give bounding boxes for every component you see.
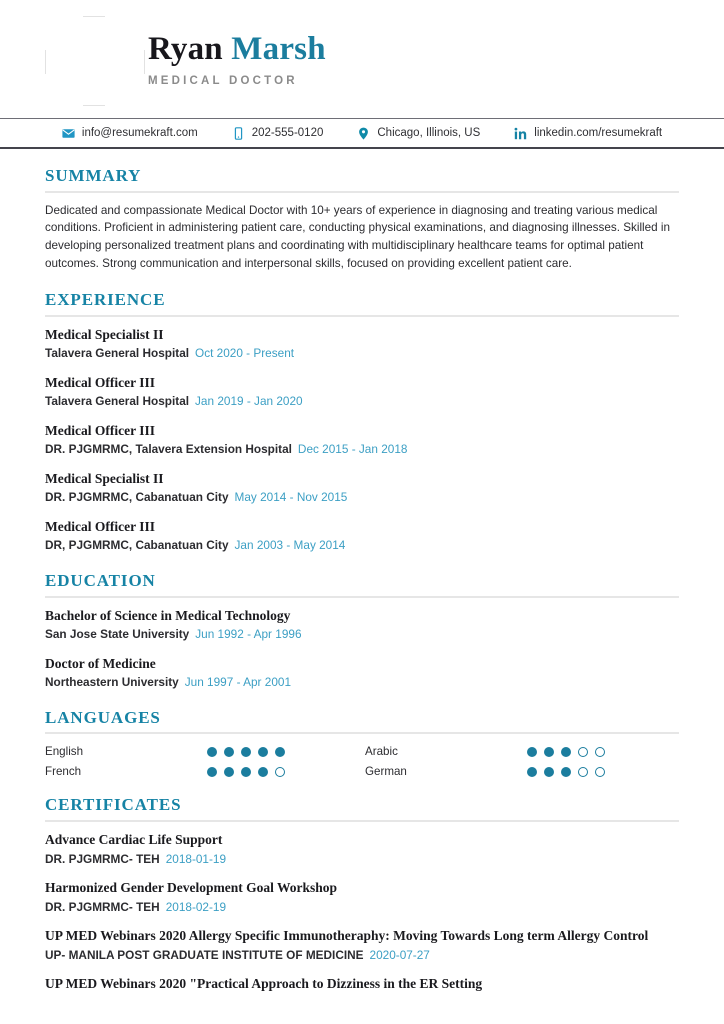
rating-dot-filled bbox=[561, 747, 571, 757]
certificate-title: UP MED Webinars 2020 "Practical Approach to Dizziness in the ER Setting bbox=[45, 976, 483, 992]
section-title-languages: LANGUAGES bbox=[45, 707, 161, 727]
experience-item bbox=[45, 327, 679, 362]
section-experience bbox=[45, 291, 679, 554]
job-date: May 2014 - Nov 2015 bbox=[234, 490, 348, 505]
education-item bbox=[45, 656, 679, 691]
resume-header bbox=[0, 0, 724, 118]
rating-dot-filled bbox=[241, 767, 251, 777]
certificate-issuer: DR. PJGMRMC- TEH bbox=[45, 899, 160, 914]
contact-phone[interactable] bbox=[232, 127, 324, 140]
degree-meta bbox=[45, 627, 679, 642]
location-icon bbox=[357, 127, 370, 140]
frame-tick-left bbox=[45, 50, 46, 74]
section-education bbox=[45, 572, 679, 691]
job-title: Medical Specialist II bbox=[45, 326, 164, 342]
section-divider bbox=[45, 191, 679, 193]
school-name: San Jose State University bbox=[45, 627, 190, 642]
certificate-title: UP MED Webinars 2020 Allergy Specific Immunotheraphy: Moving Towards Long term Allergy Control bbox=[45, 928, 649, 944]
certificate-item bbox=[45, 928, 679, 963]
rating-dot-filled bbox=[207, 767, 217, 777]
job-date: Jan 2019 - Jan 2020 bbox=[195, 394, 303, 409]
certificate-date: 2020-07-27 bbox=[369, 947, 430, 962]
degree-meta bbox=[45, 675, 679, 690]
section-title-certificates: CERTIFICATES bbox=[45, 795, 182, 815]
contact-linkedin[interactable] bbox=[514, 127, 662, 140]
languages-grid bbox=[45, 745, 679, 778]
section-title-summary: SUMMARY bbox=[45, 166, 142, 185]
professional-title: MEDICAL DOCTOR bbox=[148, 74, 298, 87]
phone-icon bbox=[232, 127, 245, 140]
linkedin-icon bbox=[514, 127, 527, 140]
contact-bar bbox=[0, 119, 724, 147]
full-name bbox=[148, 32, 326, 68]
frame-tick-bottom bbox=[83, 105, 105, 106]
section-divider bbox=[45, 820, 679, 822]
rating-dot-filled bbox=[275, 747, 285, 757]
job-organization: DR. PJGMRMC, Cabanatuan City bbox=[45, 490, 229, 505]
photo-placeholder-frame bbox=[45, 16, 145, 106]
section-divider bbox=[45, 596, 679, 598]
language-rating bbox=[527, 767, 679, 777]
email-icon bbox=[62, 127, 75, 140]
language-label: English bbox=[45, 745, 84, 759]
contact-rule-bottom bbox=[0, 147, 724, 149]
contact-phone-label: 202-555-0120 bbox=[251, 127, 324, 139]
certificate-item bbox=[45, 976, 679, 993]
rating-dot-filled bbox=[258, 747, 268, 757]
job-meta bbox=[45, 346, 679, 361]
job-organization: DR. PJGMRMC, Talavera Extension Hospital bbox=[45, 442, 292, 457]
rating-dot-filled bbox=[241, 747, 251, 757]
rating-dot-filled bbox=[224, 747, 234, 757]
certificate-meta bbox=[45, 948, 679, 963]
last-name: Marsh bbox=[231, 31, 326, 67]
job-organization: Talavera General Hospital bbox=[45, 346, 190, 361]
job-date: Oct 2020 - Present bbox=[195, 346, 295, 361]
experience-item bbox=[45, 423, 679, 458]
language-label: French bbox=[45, 765, 82, 779]
name-block bbox=[148, 32, 326, 87]
certificate-title: Harmonized Gender Development Goal Workshop bbox=[45, 880, 338, 896]
certificate-issuer: DR. PJGMRMC- TEH bbox=[45, 851, 160, 866]
contact-linkedin-label: linkedin.com/resumekraft bbox=[534, 127, 663, 139]
rating-dot-filled bbox=[527, 767, 537, 777]
job-meta bbox=[45, 394, 679, 409]
experience-item bbox=[45, 471, 679, 506]
language-rating bbox=[207, 767, 365, 777]
section-summary bbox=[45, 167, 679, 273]
rating-dot-filled bbox=[207, 747, 217, 757]
rating-dot-empty bbox=[595, 767, 605, 777]
contact-location[interactable] bbox=[357, 127, 480, 140]
rating-dot-empty bbox=[578, 747, 588, 757]
rating-dot-filled bbox=[258, 767, 268, 777]
resume-body bbox=[0, 167, 724, 993]
section-languages bbox=[45, 709, 679, 779]
school-date: Jun 1997 - Apr 2001 bbox=[184, 675, 292, 690]
certificate-date: 2018-01-19 bbox=[165, 851, 227, 866]
frame-tick-right bbox=[144, 50, 145, 74]
rating-dot-filled bbox=[561, 767, 571, 777]
section-title-education: EDUCATION bbox=[45, 570, 156, 590]
job-title: Medical Officer III bbox=[45, 518, 155, 534]
rating-dot-filled bbox=[224, 767, 234, 777]
experience-item bbox=[45, 375, 679, 410]
certificates-list bbox=[45, 832, 679, 993]
language-rating bbox=[207, 747, 365, 757]
job-meta bbox=[45, 442, 679, 457]
job-title: Medical Officer III bbox=[45, 374, 155, 390]
certificate-title: Advance Cardiac Life Support bbox=[45, 832, 223, 847]
school-date: Jun 1992 - Apr 1996 bbox=[195, 627, 302, 642]
rating-dot-filled bbox=[544, 767, 554, 777]
contact-email-label: info@resumekraft.com bbox=[81, 127, 198, 139]
job-meta bbox=[45, 490, 679, 505]
first-name: Ryan bbox=[148, 31, 223, 67]
rating-dot-empty bbox=[275, 767, 285, 777]
rating-dot-filled bbox=[527, 747, 537, 757]
language-label: German bbox=[365, 765, 407, 779]
job-date: Jan 2003 - May 2014 bbox=[234, 538, 346, 553]
experience-list bbox=[45, 327, 679, 554]
certificate-issuer: UP- MANILA POST GRADUATE INSTITUTE OF MEDICINE bbox=[45, 947, 364, 962]
rating-dot-empty bbox=[595, 747, 605, 757]
contact-email[interactable] bbox=[62, 127, 198, 140]
frame-tick-top bbox=[83, 16, 105, 17]
certificate-item bbox=[45, 880, 679, 915]
contact-location-label: Chicago, Illinois, US bbox=[377, 127, 481, 139]
school-name: Northeastern University bbox=[45, 675, 179, 690]
certificate-date: 2018-02-19 bbox=[165, 899, 227, 914]
section-certificates bbox=[45, 796, 679, 993]
job-meta bbox=[45, 538, 679, 553]
certificate-meta bbox=[45, 900, 679, 915]
language-rating bbox=[527, 747, 679, 757]
education-item bbox=[45, 608, 679, 643]
language-label: Arabic bbox=[365, 745, 398, 759]
section-divider bbox=[45, 315, 679, 317]
rating-dot-filled bbox=[544, 747, 554, 757]
degree-title: Doctor of Medicine bbox=[45, 655, 156, 671]
job-organization: Talavera General Hospital bbox=[45, 394, 190, 409]
job-title: Medical Officer III bbox=[45, 422, 155, 438]
education-list bbox=[45, 608, 679, 691]
summary-text: Dedicated and compassionate Medical Doctor with 10+ years of experience in diagnosing and treating various medical conditions. Proficient in administering patient care, conducting physical examinations, and diagnosing illnesses. Skilled in developing personalized treatment plans and coordinating with multidisciplinary healthcare teams for optimal patient outcomes. Strong communication and interpersonal skills, focused on providing excellent patient care. bbox=[45, 203, 670, 271]
section-title-experience: EXPERIENCE bbox=[45, 289, 166, 309]
certificate-meta bbox=[45, 852, 679, 867]
rating-dot-empty bbox=[578, 767, 588, 777]
section-divider bbox=[45, 732, 679, 734]
job-title: Medical Specialist II bbox=[45, 470, 164, 486]
experience-item bbox=[45, 519, 679, 554]
degree-title: Bachelor of Science in Medical Technology bbox=[45, 607, 291, 623]
job-organization: DR, PJGMRMC, Cabanatuan City bbox=[45, 538, 229, 553]
job-date: Dec 2015 - Jan 2018 bbox=[297, 442, 408, 457]
certificate-item bbox=[45, 832, 679, 867]
